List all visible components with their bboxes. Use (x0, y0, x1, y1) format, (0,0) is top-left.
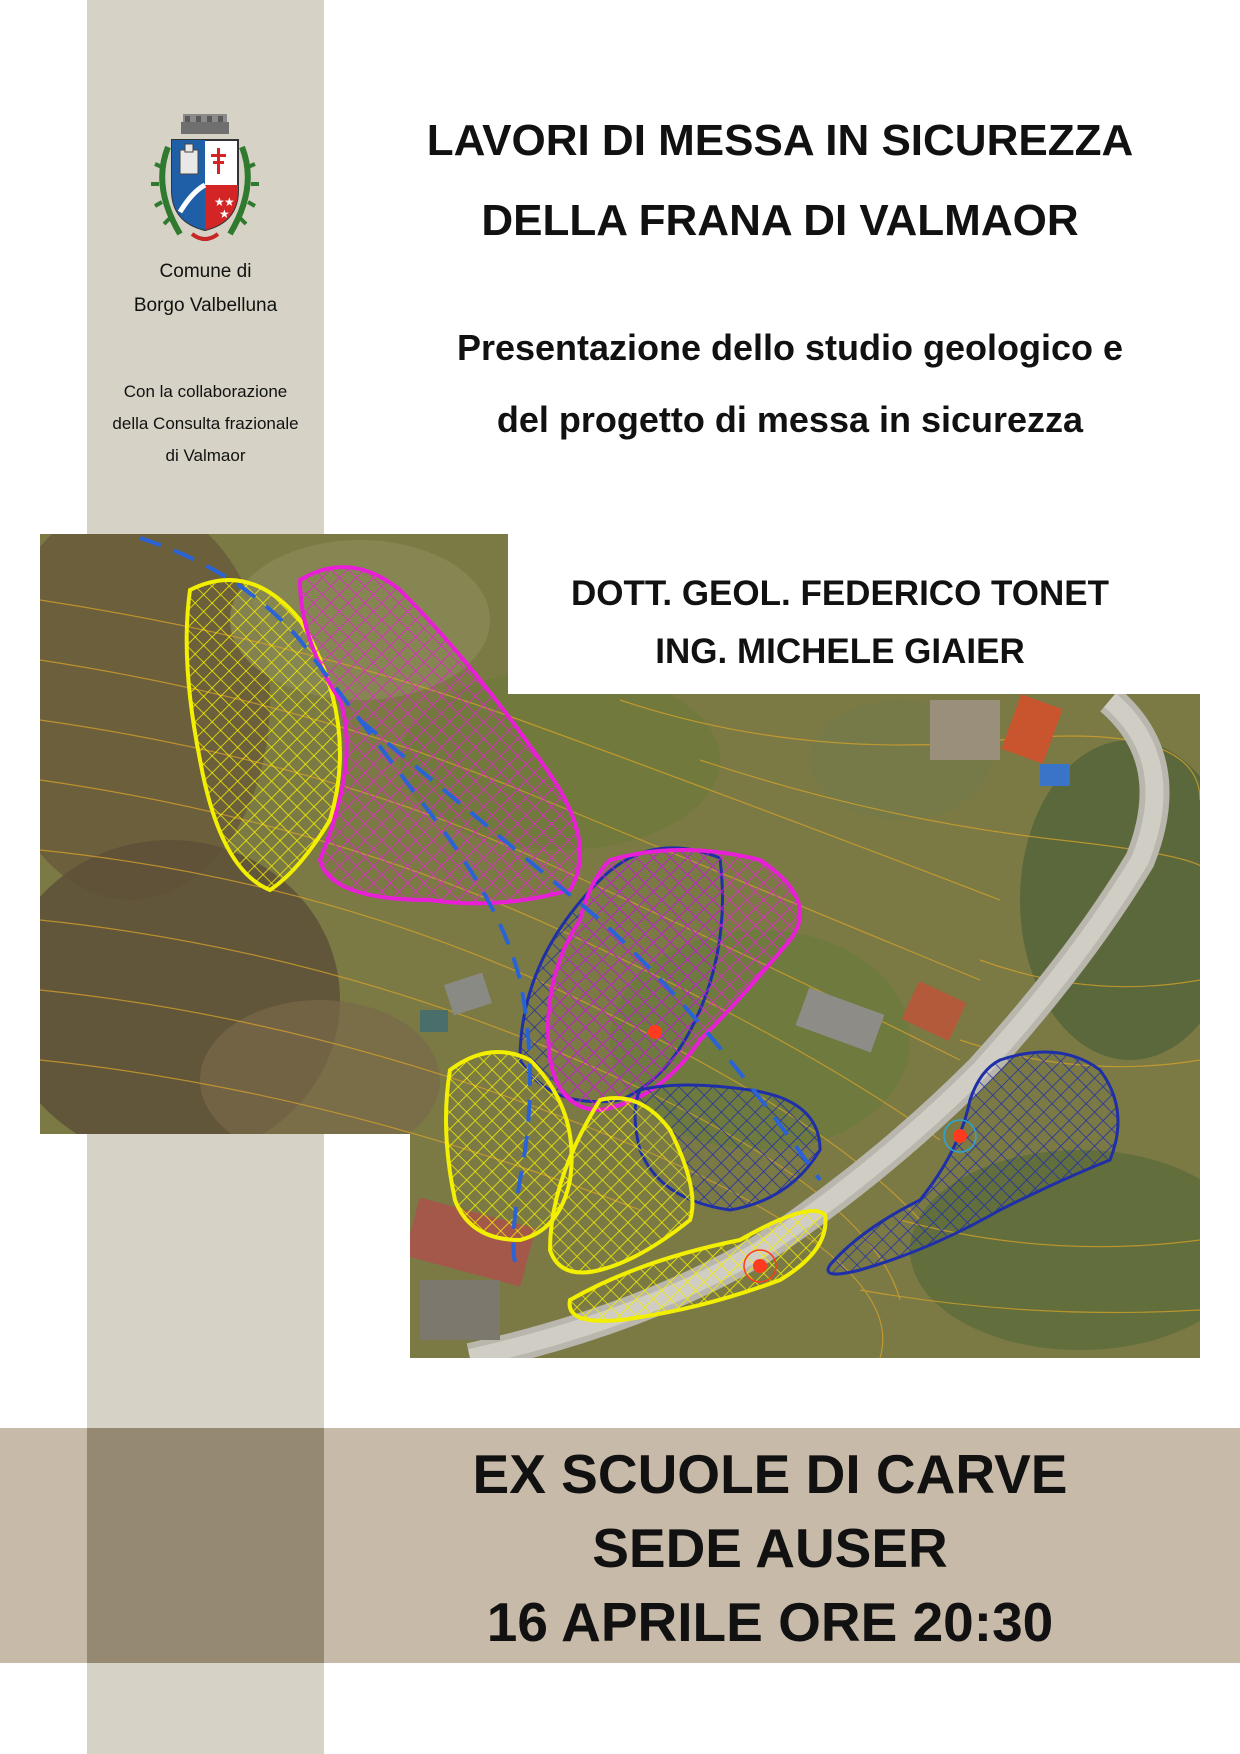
speaker-1: DOTT. GEOL. FEDERICO TONET (571, 574, 1109, 613)
svg-text:★: ★ (214, 195, 225, 209)
venue-line-1: EX SCUOLE DI CARVE (472, 1443, 1068, 1505)
speaker-2: ING. MICHELE GIAIER (655, 632, 1025, 671)
survey-point-2 (753, 1259, 767, 1273)
svg-text:★: ★ (224, 195, 235, 209)
event-date-time: 16 APRILE ORE 20:30 (486, 1591, 1054, 1653)
collab-line-2: della Consulta frazionale (112, 414, 299, 433)
survey-point-1 (648, 1025, 662, 1039)
title-line-1: LAVORI DI MESSA IN SICUREZZA (426, 116, 1134, 165)
subtitle-line-1: Presentazione dello studio geologico e (456, 327, 1124, 368)
collab-line-1: Con la collaborazione (123, 382, 288, 401)
venue-line-2: SEDE AUSER (592, 1517, 948, 1579)
title-line-2: DELLA FRANA DI VALMAOR (481, 196, 1079, 245)
svg-text:★: ★ (219, 207, 230, 221)
municipality-line-2: Borgo Valbelluna (133, 295, 278, 316)
subtitle-line-2: del progetto di messa in sicurezza (496, 399, 1084, 440)
municipality-line-1: Comune di (159, 261, 252, 282)
collab-line-3: di Valmaor (165, 446, 246, 465)
survey-point-3 (953, 1129, 967, 1143)
